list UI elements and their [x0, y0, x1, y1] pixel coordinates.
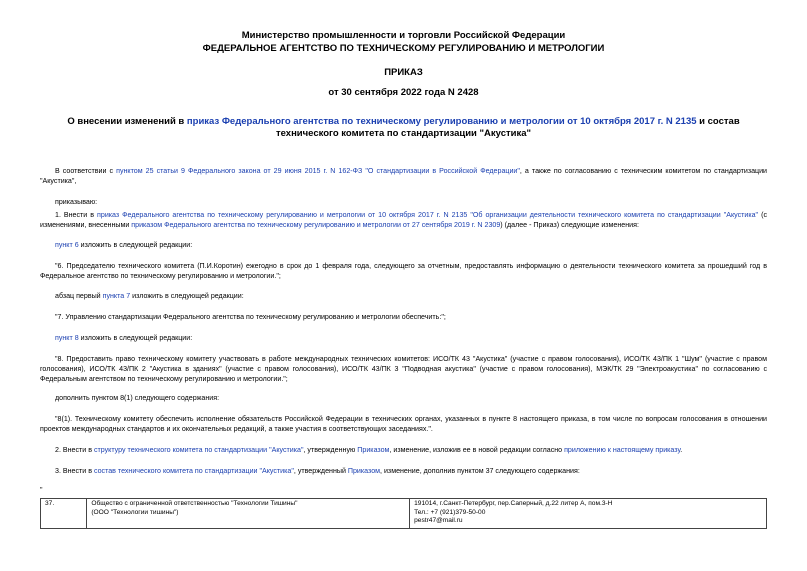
federal-law-link[interactable]: пунктом 25 статьи 9 Федерального закона от 29 июня 2015 г. N 162-ФЗ "О стандартизации в Российской Федерации": [116, 167, 520, 175]
quote-open-mark: ": [40, 487, 43, 494]
order-link[interactable]: Приказом: [357, 446, 390, 454]
order-2309-link[interactable]: приказом Федерального агентства по техническому регулированию и метрологии от 27 сентября 2019 г. N 2309: [131, 221, 501, 229]
text-span: 3. Внести в: [55, 467, 94, 475]
text-span: , изменение, изложив ее в новой редакции согласно: [389, 446, 565, 454]
member-number-cell: 37.: [41, 499, 87, 529]
paragraph-point-7-text: "7. Управлению стандартизации Федерального агентства по техническому регулированию и метрологии обеспечить:";: [55, 313, 446, 321]
paragraph-item-1: [40, 210, 767, 230]
text-span: (с изменениями, внесенными: [40, 211, 767, 229]
committee-member-table: [40, 498, 767, 529]
paragraph-point-6-text: "6. Председателю технического комитета (П.И.Коротин) ежегодно в срок до 1 февраля года, следующего за отчетным, предоставлять информацию о деятельности технического комитета за прошедший год в Федеральное агентство по техническому регулированию и метрологии.";: [40, 262, 767, 280]
committee-structure-link[interactable]: структуру технического комитета по стандартизации "Акустика": [93, 446, 304, 454]
organization-email: pestr47@mail.ru: [414, 517, 463, 524]
paragraph-add-8-1: дополнить пунктом 8(1) следующего содержания:: [55, 394, 220, 402]
paragraph-point-6: [40, 240, 767, 250]
text-span: , утвержденную: [303, 446, 358, 454]
organization-phone: Тел.: +7 (921)379-50-00: [414, 508, 486, 516]
text-span: , утвержденный: [293, 467, 348, 475]
appendix-link[interactable]: приложению к настоящему приказу: [564, 446, 681, 454]
agency-name: ФЕДЕРАЛЬНОЕ АГЕНТСТВО ПО ТЕХНИЧЕСКОМУ РЕГУЛИРОВАНИЮ И МЕТРОЛОГИИ: [202, 43, 605, 54]
order-link-2[interactable]: Приказом: [347, 467, 381, 475]
paragraph-order: приказываю:: [55, 198, 98, 206]
text-span: В соответствии с: [55, 167, 117, 175]
document-date-number: от 30 сентября 2022 года N 2428: [328, 87, 479, 98]
member-contact-cell: [410, 499, 767, 529]
text-span: 2. Внести в: [55, 446, 94, 454]
member-organization-cell: [87, 499, 410, 529]
point-8-link[interactable]: пункт 8: [55, 334, 79, 342]
document-title: [40, 116, 767, 140]
organization-short-name: (ООО "Технологии тишины"): [91, 508, 179, 516]
organization-address: 191014, г.Санкт-Петербург, пер.Саперный, д.22 литер А, пом.3-Н: [414, 500, 613, 507]
organization-full-name: Общество с ограниченной ответственностью "Технологии Тишины": [91, 500, 298, 507]
text-span: ) (далее - Приказ) следующие изменения:: [500, 221, 639, 229]
text-span: изложить в следующей редакции:: [130, 292, 244, 300]
point-7-link[interactable]: пункта 7: [102, 292, 131, 300]
paragraph-point-8-1-text: "8(1). Техническому комитету обеспечить исполнение обязательств Российской Федерации в технических органах, указанных в пункте 8 настоящего приказа, в том числе по вопросам голосования в отношении проектов международных стандартов и их окончательных редакций, а также участия в соответствующих заседаниях.".: [40, 415, 767, 433]
paragraph-point-8-text: "8. Предоставить право техническому комитету участвовать в работе международных технических комитетов: ИСО/ТК 43 "Акустика" (участие с правом голосования), ИСО/ТК 43/ПК 1 "Шум" (участие с правом голосования), ИСО/ТК 43/ПК 2 "Акустика в зданиях" (участие с правом голосования), ИСО/ТК 43/ПК 3 "Подводная акустика" (участие с правом голосования), МЭК/ТК 29 "Электроакустика" по согласованию с Федеральным агентством по техническому регулированию и метрологии.";: [40, 355, 767, 383]
title-prefix: О внесении изменений в: [67, 116, 187, 127]
paragraph-basis: [40, 166, 767, 186]
ministry-name: Министерство промышленности и торговли Российской Федерации: [241, 30, 566, 41]
text-span: абзац первый: [55, 292, 103, 300]
text-span: , а также по согласованию с техническим комитетом по стандартизации "Акустика",: [40, 167, 768, 185]
paragraph-point-8: [40, 333, 767, 343]
paragraph-item-3: [40, 466, 767, 476]
title-order-link[interactable]: приказ Федерального агентства по техническому регулированию и метрологии от 10 октября 2017 г. N 2135: [186, 116, 697, 127]
document-type: ПРИКАЗ: [384, 67, 423, 78]
text-span: изложить в следующей редакции:: [78, 334, 193, 342]
paragraph-item-2: [40, 445, 767, 455]
paragraph-point-7: [40, 291, 767, 301]
text-span: .: [680, 446, 683, 454]
text-span: изложить в следующей редакции:: [78, 241, 193, 249]
order-2135-link[interactable]: приказ Федерального агентства по техническому регулированию и метрологии от 10 октября 2017 г. N 2135 "Об организации деятельности технического комитета по стандартизации "Акустика": [97, 211, 759, 219]
text-span: 1. Внести в: [55, 211, 98, 219]
text-span: , изменение, дополнив пунктом 37 следующего содержания:: [380, 467, 580, 475]
committee-composition-link[interactable]: состав технического комитета по стандартизации "Акустика": [93, 467, 294, 475]
point-6-link[interactable]: пункт 6: [55, 241, 79, 249]
title-suffix: и состав технического комитета по стандартизации "Акустика": [275, 116, 740, 139]
table-row: [41, 499, 767, 529]
